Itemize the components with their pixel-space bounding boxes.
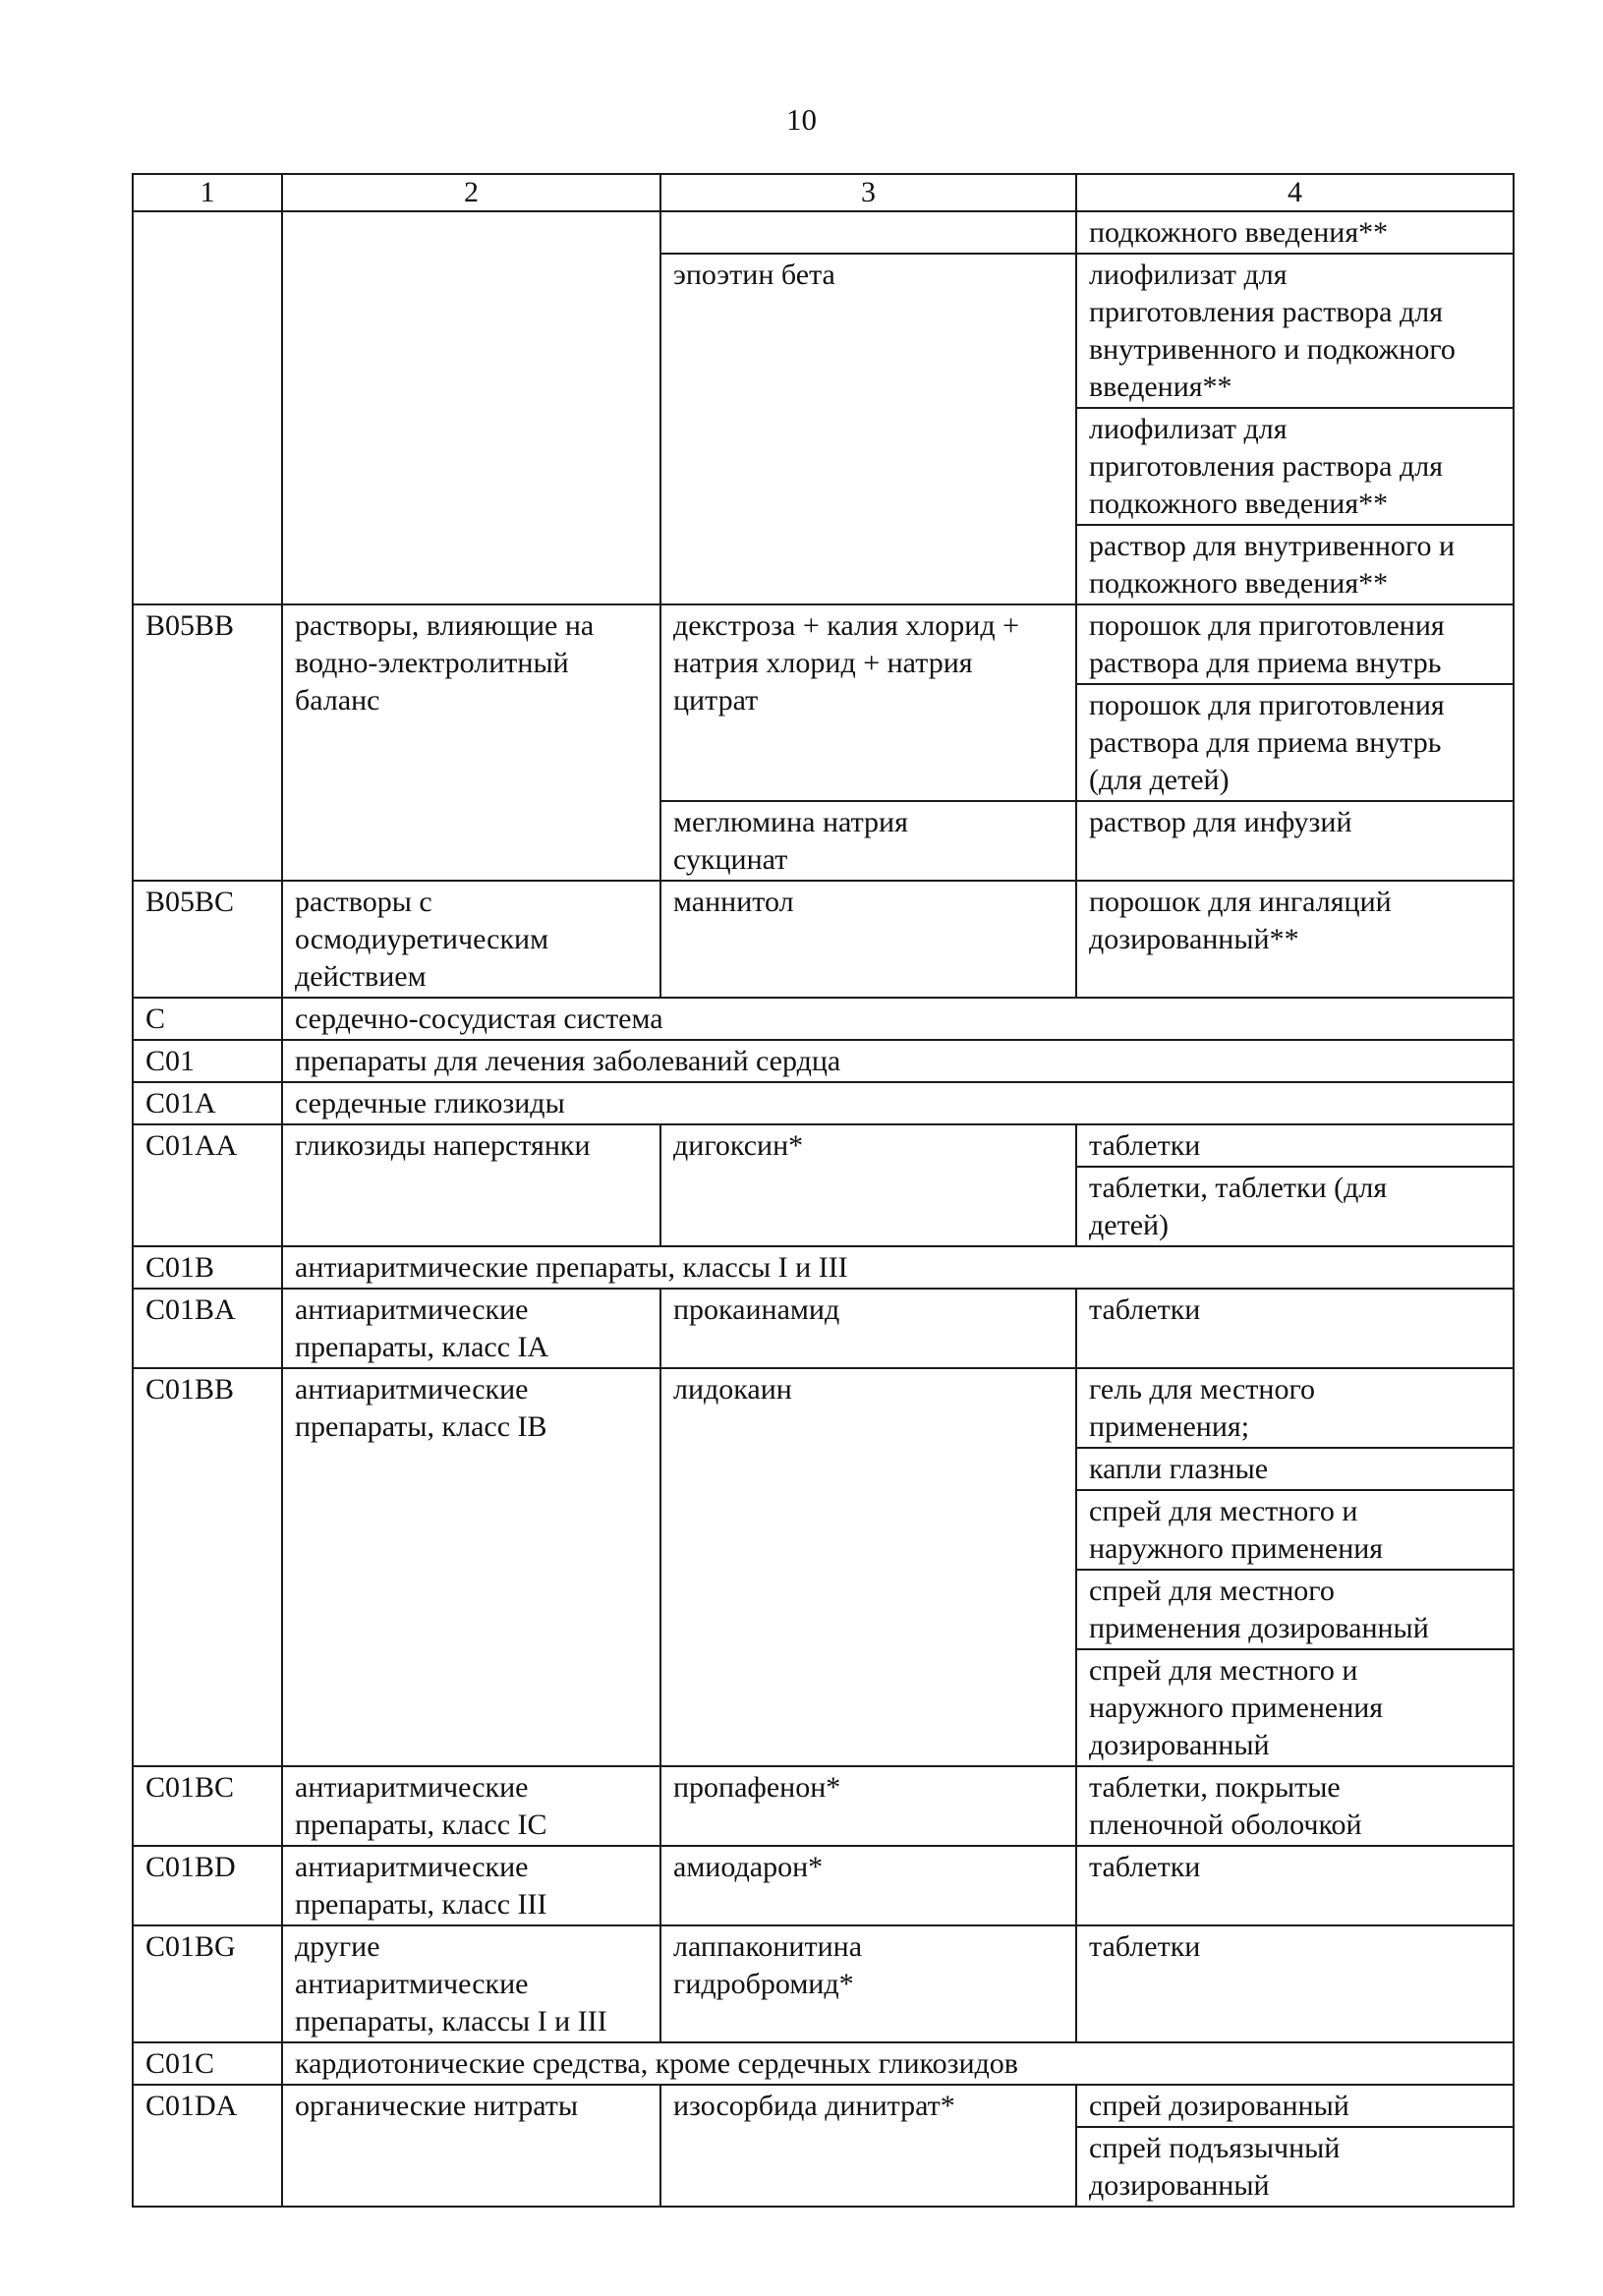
code-cell: C01BC	[133, 1766, 282, 1846]
code-cell	[133, 211, 282, 604]
table-row	[133, 1246, 1514, 1289]
form-cell: капли глазные	[1076, 1448, 1514, 1490]
group-cell: растворы, влияющие на водно-электролитный баланс	[282, 604, 660, 881]
substance-cell	[660, 211, 1076, 254]
table-row	[133, 1925, 1514, 2042]
form-cell: порошок для приготовления раствора для приема внутрь	[1076, 604, 1514, 684]
table-row	[133, 1368, 1514, 1448]
form-cell: таблетки	[1076, 1289, 1514, 1368]
form-cell: порошок для приготовления раствора для приема внутрь (для детей)	[1076, 684, 1514, 801]
form-cell: раствор для внутривенного и подкожного введения**	[1076, 525, 1514, 604]
code-cell: C01C	[133, 2042, 282, 2085]
group-cell: антиаритмические препараты, класс IC	[282, 1766, 660, 1846]
code-cell: B05BB	[133, 604, 282, 881]
form-cell: спрей для местного применения дозированный	[1076, 1570, 1514, 1649]
substance-cell: декстроза + калия хлорид + натрия хлорид + натрия цитрат	[660, 604, 1076, 801]
group-cell: органические нитраты	[282, 2085, 660, 2207]
group-cell: другие антиаритмические препараты, классы I и III	[282, 1925, 660, 2042]
form-cell: порошок для ингаляций дозированный**	[1076, 881, 1514, 998]
header-row	[133, 174, 1514, 211]
code-cell: C01A	[133, 1082, 282, 1124]
group-cell	[282, 211, 660, 604]
group-cell: антиаритмические препараты, класс IA	[282, 1289, 660, 1368]
code-cell: C01BB	[133, 1368, 282, 1766]
substance-cell: амиодарон*	[660, 1846, 1076, 1925]
table-row	[133, 1040, 1514, 1082]
table-row	[133, 1846, 1514, 1925]
form-cell: спрей для местного и наружного применения дозированный	[1076, 1649, 1514, 1766]
section-title-cell: сердечные гликозиды	[282, 1082, 1514, 1124]
substance-cell: лаппаконитина гидробромид*	[660, 1925, 1076, 2042]
header-col-4: 4	[1076, 174, 1514, 211]
section-title-cell: кардиотонические средства, кроме сердечных гликозидов	[282, 2042, 1514, 2085]
section-title-cell: антиаритмические препараты, классы I и III	[282, 1246, 1514, 1289]
table-row	[133, 2085, 1514, 2127]
code-cell: C01BA	[133, 1289, 282, 1368]
table-row	[133, 1082, 1514, 1124]
form-cell: таблетки	[1076, 1925, 1514, 2042]
section-title-cell: препараты для лечения заболеваний сердца	[282, 1040, 1514, 1082]
form-cell: таблетки, таблетки (для детей)	[1076, 1167, 1514, 1246]
header-col-2: 2	[282, 174, 660, 211]
table-row	[133, 998, 1514, 1040]
header-col-3: 3	[660, 174, 1076, 211]
form-cell: таблетки	[1076, 1846, 1514, 1925]
form-cell: лиофилизат для приготовления раствора для подкожного введения**	[1076, 408, 1514, 525]
code-cell: C01BG	[133, 1925, 282, 2042]
substance-cell: дигоксин*	[660, 1124, 1076, 1246]
form-cell: лиофилизат для приготовления раствора для внутривенного и подкожного введения**	[1076, 254, 1514, 408]
header-col-1: 1	[133, 174, 282, 211]
section-title-cell: сердечно-сосудистая система	[282, 998, 1514, 1040]
code-cell: C01	[133, 1040, 282, 1082]
code-cell: C01DA	[133, 2085, 282, 2207]
table-row	[133, 1289, 1514, 1368]
table-row	[133, 1124, 1514, 1167]
page-number: 10	[786, 102, 817, 137]
code-cell: B05BC	[133, 881, 282, 998]
table-row	[133, 604, 1514, 684]
form-cell: таблетки, покрытые пленочной оболочкой	[1076, 1766, 1514, 1846]
form-cell: спрей подъязычный дозированный	[1076, 2127, 1514, 2207]
substance-cell: изосорбида динитрат*	[660, 2085, 1076, 2207]
substance-cell: прокаинамид	[660, 1289, 1076, 1368]
code-cell: C01BD	[133, 1846, 282, 1925]
table-row	[133, 2042, 1514, 2085]
form-cell: раствор для инфузий	[1076, 801, 1514, 881]
form-cell: гель для местного применения;	[1076, 1368, 1514, 1448]
form-cell: подкожного введения**	[1076, 211, 1514, 254]
form-cell: спрей для местного и наружного применения	[1076, 1490, 1514, 1570]
group-cell: гликозиды наперстянки	[282, 1124, 660, 1246]
code-cell: C01B	[133, 1246, 282, 1289]
form-cell: таблетки	[1076, 1124, 1514, 1167]
code-cell: C01AA	[133, 1124, 282, 1246]
table-row	[133, 211, 1514, 254]
substance-cell: меглюмина натрия сукцинат	[660, 801, 1076, 881]
code-cell: C	[133, 998, 282, 1040]
substance-cell: пропафенон*	[660, 1766, 1076, 1846]
table-row	[133, 1766, 1514, 1846]
form-cell: спрей дозированный	[1076, 2085, 1514, 2127]
substance-cell: маннитол	[660, 881, 1076, 998]
group-cell: растворы с осмодиуретическим действием	[282, 881, 660, 998]
substance-cell: эпоэтин бета	[660, 254, 1076, 604]
table-row	[133, 881, 1514, 998]
medication-table	[132, 173, 1515, 2208]
substance-cell: лидокаин	[660, 1368, 1076, 1766]
group-cell: антиаритмические препараты, класс III	[282, 1846, 660, 1925]
group-cell: антиаритмические препараты, класс IB	[282, 1368, 660, 1766]
